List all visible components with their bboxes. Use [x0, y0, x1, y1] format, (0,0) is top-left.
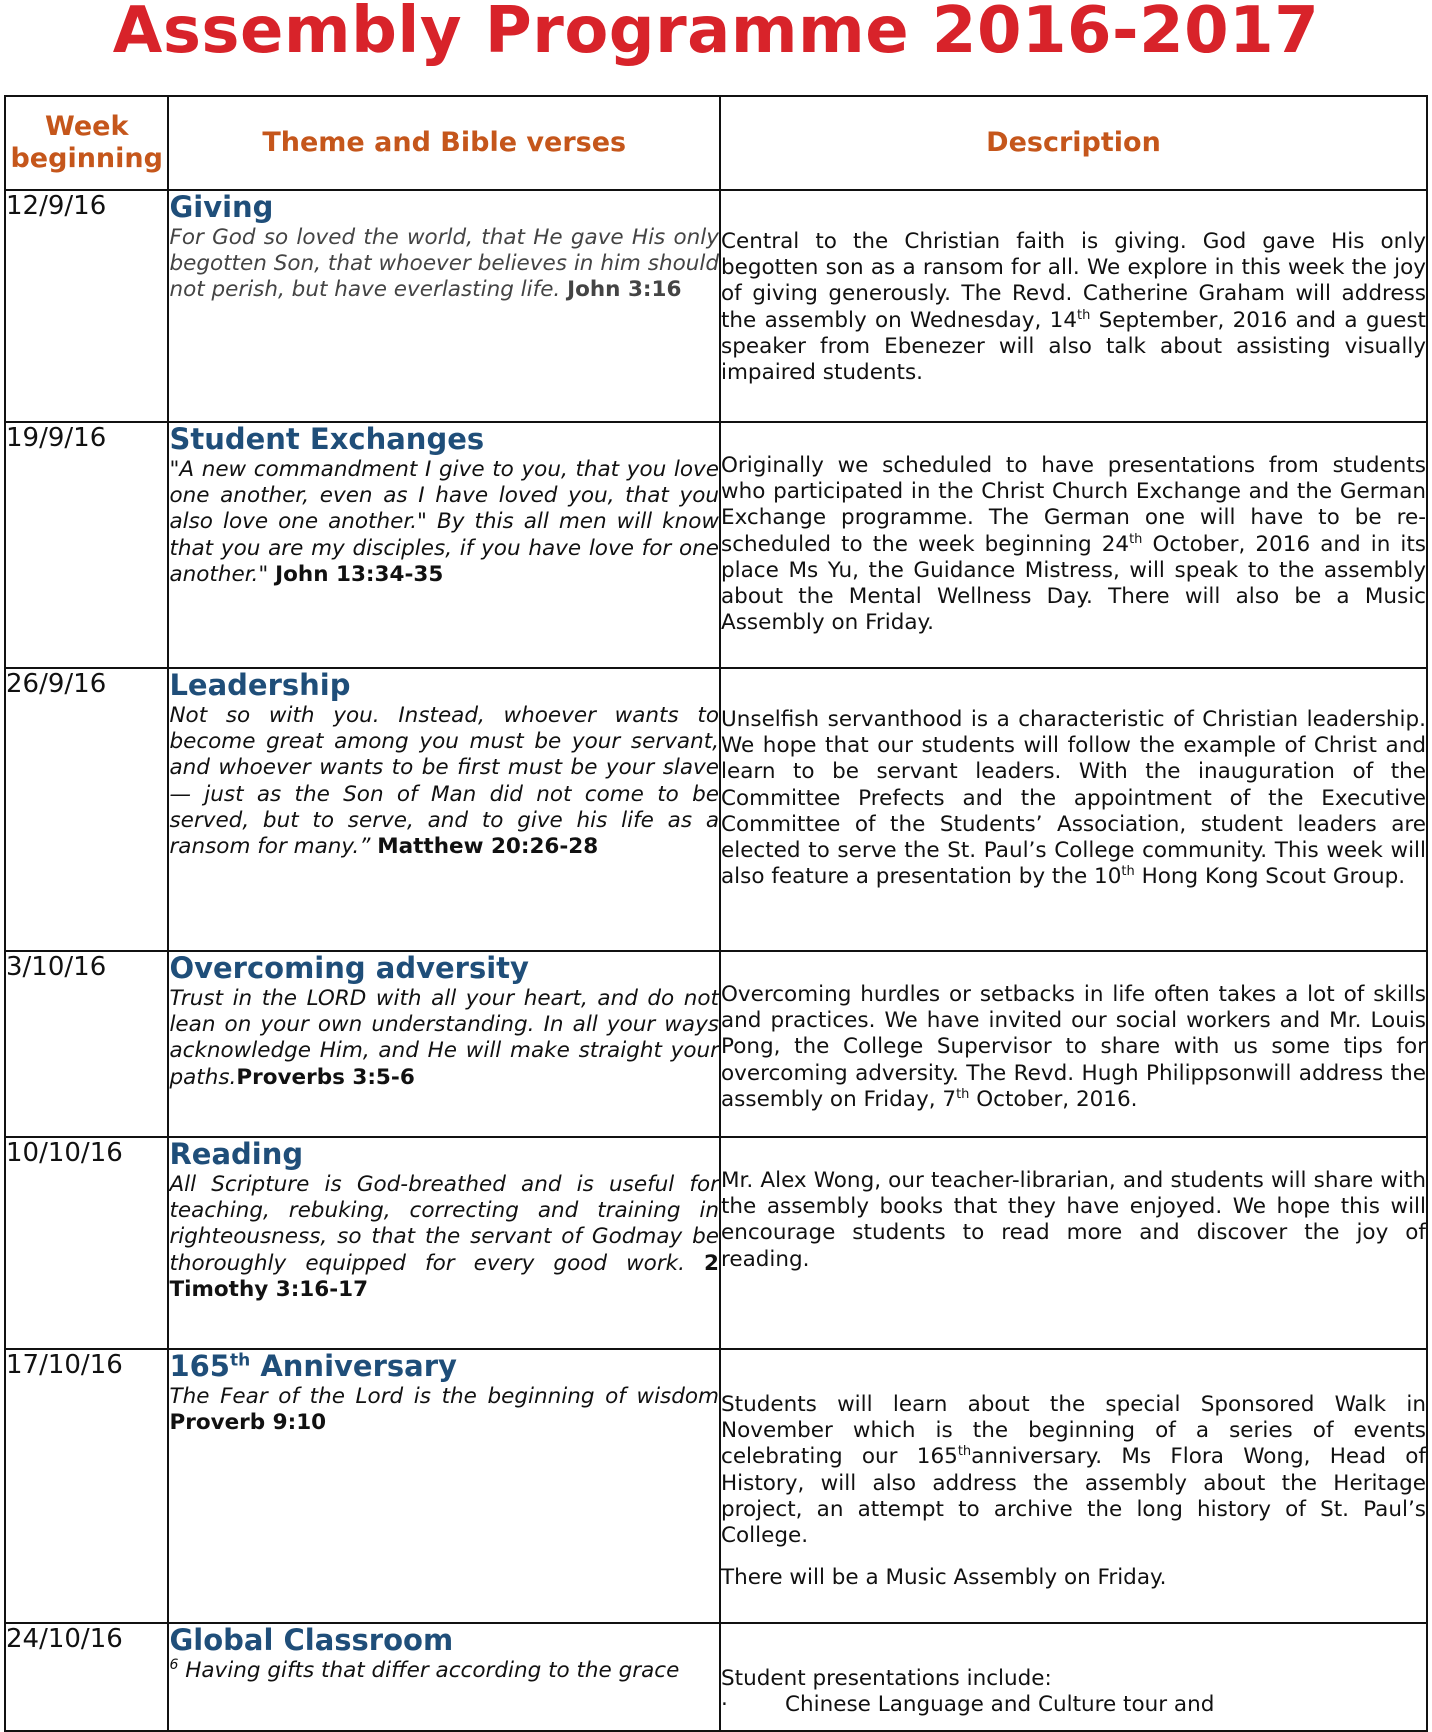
theme-title: Giving [169, 190, 274, 224]
bible-verse: "A new commandment I give to you, that you love one another, even as I have loved you, that you also love one another." By this all men will know that you are my disciples, if you have love for one another." John 13:34-35 [169, 457, 719, 587]
theme-cell [168, 951, 720, 1137]
theme-cell [168, 1349, 720, 1623]
bible-verse: Not so with you. Instead, whoever wants to become great among you must be your servant, and whoever wants to be first must be your slave— just as the Son of Man did not come to be served, but to serve, and to give his life as a ransom for many.” Matthew 20:26-28 [169, 703, 719, 860]
week-cell: 17/10/16 [5, 1349, 168, 1623]
assembly-programme-table [4, 95, 1428, 1732]
week-cell: 10/10/16 [5, 1137, 168, 1349]
theme-title: Global Classroom [169, 1623, 454, 1657]
theme-title: Overcoming adversity [169, 951, 529, 985]
theme-cell [168, 1137, 720, 1349]
description-cell [720, 668, 1427, 951]
bible-verse: Trust in the LORD with all your heart, and do not lean on your own understanding. In all your ways acknowledge Him, and He will make straight your paths.Proverbs 3:5-6 [169, 986, 719, 1090]
description-cell [720, 422, 1427, 668]
theme-title: Student Exchanges [169, 422, 485, 456]
table-row [5, 951, 1427, 1137]
page-title: Assembly Programme 2016-2017 [112, 0, 1320, 68]
verse-reference: Proverbs 3:5-6 [236, 1064, 415, 1090]
bible-verse: All Scripture is God-breathed and is useful for teaching, rebuking, correcting and training in righteousness, so that the servant of Godmay be thoroughly equipped for every good work. 2 Timothy 3:16-17 [169, 1172, 719, 1302]
theme-title: Leadership [169, 668, 351, 702]
description-cell [720, 1137, 1427, 1349]
verse-reference: John 13:34-35 [275, 561, 444, 587]
description-cell [720, 1623, 1427, 1731]
week-cell: 26/9/16 [5, 668, 168, 951]
theme-title: Reading [169, 1137, 304, 1171]
theme-cell [168, 1623, 720, 1731]
week-cell: 12/9/16 [5, 190, 168, 422]
description-text: Student presentations include: · Chinese Language and Culture tour and [721, 1666, 1426, 1718]
table-row [5, 422, 1427, 668]
verse-reference: 2 Timothy 3:16-17 [169, 1250, 719, 1302]
description-text: Unselfish servanthood is a characteristic of Christian leadership. We hope that our students will follow the example of Christ and learn to be servant leaders. With the inauguration of the Committee Prefects and the appointment of the Executive Committee of the Students’ Association, student leaders are elected to serve the St. Paul’s College community. This week will also feature a presentation by the 10th Hong Kong Scout Group. [721, 707, 1426, 890]
verse-reference: John 3:16 [567, 277, 682, 303]
description-cell [720, 1349, 1427, 1623]
bible-verse: $^6$ Having gifts that differ according to the grace [169, 1656, 680, 1683]
description-text: Mr. Alex Wong, our teacher-librarian, and students will share with the assembly books that they have enjoyed. We hope this will encourage students to read more and discover the joy of reading. [721, 1168, 1426, 1272]
table-row [5, 668, 1427, 951]
week-cell: 24/10/16 [5, 1623, 168, 1731]
list-item: · Chinese Language and Culture tour and [721, 1692, 1215, 1718]
table-row [5, 190, 1427, 422]
theme-title: 165th Anniversary [169, 1349, 457, 1383]
description-text: Originally we scheduled to have presentations from students who participated in the Christ Church Exchange and the German Exchange programme. The German one will have to be re-scheduled to the week beginning 24th October, 2016 and in its place Ms Yu, the Guidance Mistress, will speak to the assembly about the Mental Wellness Day. There will also be a Music Assembly on Friday. [721, 453, 1426, 636]
theme-cell [168, 190, 720, 422]
verse-reference: Matthew 20:26-28 [377, 834, 599, 860]
header-week: Week beginning [5, 96, 168, 190]
header-description: Description [720, 96, 1427, 190]
verse-reference: Proverb 9:10 [169, 1410, 327, 1436]
bible-verse: For God so loved the world, that He gave His only begotten Son, that whoever believes in him should not perish, but have everlasting life. John 3:16 [169, 225, 719, 303]
theme-cell [168, 422, 720, 668]
description-cell [720, 951, 1427, 1137]
table-row [5, 1349, 1427, 1623]
description-text: Central to the Christian faith is giving. God gave His only begotten son as a ransom for all. We explore in this week the joy of giving generously. The Revd. Catherine Graham will address the assembly on Wednesday, 14th September, 2016 and a guest speaker from Ebenezer will also talk about assisting visually impaired students. [721, 229, 1426, 386]
week-cell: 3/10/16 [5, 951, 168, 1137]
theme-cell [168, 668, 720, 951]
week-cell: 19/9/16 [5, 422, 168, 668]
table-row [5, 1137, 1427, 1349]
table-row [5, 1623, 1427, 1731]
description-text: Students will learn about the special Sponsored Walk in November which is the beginning of a series of events celebrating our 165thanniversary. Ms Flora Wong, Head of History, will also address the assembly about the Heritage project, an attempt to archive the long history of St. Paul’s College. There will be a Music Assembly on Friday. [721, 1392, 1426, 1591]
description-text: Overcoming hurdles or setbacks in life often takes a lot of skills and practices. We have invited our social workers and Mr. Louis Pong, the College Supervisor to share with us some tips for overcoming adversity. The Revd. Hugh Philippsonwill address the assembly on Friday, 7th October, 2016. [721, 982, 1426, 1112]
bible-verse: The Fear of the Lord is the beginning of wisdom Proverb 9:10 [169, 1384, 719, 1436]
header-theme: Theme and Bible verses [168, 96, 720, 190]
table-header-row [5, 96, 1427, 190]
description-cell [720, 190, 1427, 422]
